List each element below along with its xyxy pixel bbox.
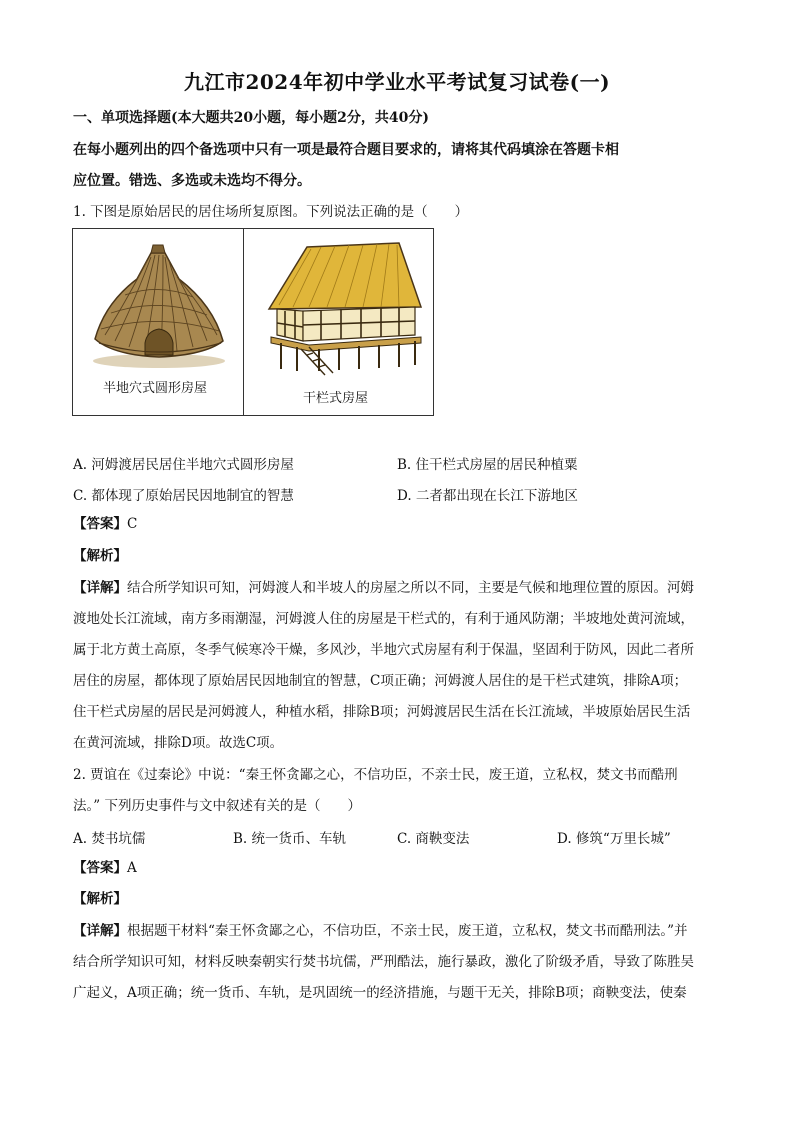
q2-analysis [73, 889, 723, 909]
q1-figure [72, 228, 434, 416]
q1-answer-value: C [127, 516, 138, 532]
stilt-house-illustration [249, 237, 427, 377]
q1-answer [73, 514, 723, 534]
instruction-line-2: 应位置。错选、多选或未选均不得分。 [73, 173, 311, 189]
section-heading: 一、单项选择题(本大题共20小题，每小题2分，共40分) [73, 110, 429, 126]
q2-option-d: D. 修筑“万里长城” [557, 831, 671, 847]
q1-stem: 1. 下图是原始居民的居住场所复原图。下列说法正确的是（ ） [73, 204, 469, 220]
q2-answer-value: A [127, 860, 137, 876]
q2-stem-line-2: 法。” 下列历史事件与文中叙述有关的是（ ） [73, 798, 361, 814]
q2-detail-line-3: 广起义，A项正确；统一货币、车轨，是巩固统一的经济措施，与题干无关，排除B项；商鞅变法，使秦 [73, 985, 687, 1001]
q2-detail-line-2: 结合所学知识可知，材料反映秦朝实行焚书坑儒，严刑酷法，施行暴政，激化了阶级矛盾，导致了陈胜吴 [73, 954, 694, 970]
q1-detail-line-3: 属于北方黄土高原，冬季气候寒冷干燥，多风沙，半地穴式房屋有利于保温，坚固利于防风，因此二者所 [73, 642, 694, 658]
q1-analysis [73, 546, 723, 566]
q2-answer [73, 858, 723, 878]
q2-option-c: C. 商鞅变法 [397, 831, 470, 847]
caption-stilt-house: 干栏式房屋 [303, 391, 369, 406]
caption-round-hut: 半地穴式圆形房屋 [103, 381, 208, 396]
q2-option-a: A. 焚书坑儒 [73, 831, 146, 847]
figure-divider [243, 229, 244, 415]
q2-detail-text-1: 根据题干材料“秦王怀贪鄙之心，不信功臣，不亲士民，废王道，立私权，焚文书而酷刑法。”并 [127, 923, 688, 939]
q1-option-b: B. 住干栏式房屋的居民种植粟 [397, 457, 578, 473]
q1-option-d: D. 二者都出现在长江下游地区 [397, 488, 578, 504]
q2-analysis-label: 【解析】 [73, 891, 127, 907]
q1-detail-line-6: 在黄河流域，排除D项。故选C项。 [73, 735, 284, 751]
q1-detail-line-4: 居住的房屋，都体现了原始居民因地制宜的智慧，C项正确；河姆渡人居住的是干栏式建筑，排除A项； [73, 673, 688, 689]
q1-detail-line-5: 住干栏式房屋的居民是河姆渡人，种植水稻，排除B项；河姆渡居民生活在长江流域，半坡原始居民生活 [73, 704, 691, 720]
q1-option-a: A. 河姆渡居民居住半地穴式圆形房屋 [73, 457, 294, 473]
exam-title: 九江市2024年初中学业水平考试复习试卷(一) [183, 70, 611, 94]
q2-option-b: B. 统一货币、车轨 [233, 831, 347, 847]
round-hut-illustration [85, 243, 233, 373]
q2-answer-label: 【答案】 [73, 860, 127, 876]
instruction-line-1: 在每小题列出的四个备选项中只有一项是最符合题目要求的，请将其代码填涂在答题卡相 [73, 142, 619, 158]
q1-detail-line-2: 渡地处长江流域，南方多雨潮湿，河姆渡人住的房屋是干栏式的，有利于通风防潮；半坡地处黄河流域， [73, 611, 694, 627]
q1-detail-text-1: 结合所学知识可知，河姆渡人和半坡人的房屋之所以不同，主要是气候和地理位置的原因。河姆 [127, 580, 694, 596]
q1-analysis-label: 【解析】 [73, 548, 127, 564]
q1-option-c: C. 都体现了原始居民因地制宜的智慧 [73, 488, 294, 504]
q1-detail-label: 【详解】 [73, 580, 127, 596]
q2-detail-label: 【详解】 [73, 923, 127, 939]
q1-answer-label: 【答案】 [73, 516, 127, 532]
q2-detail-line-1 [73, 921, 723, 941]
q1-detail-line-1 [73, 578, 723, 598]
q2-stem-line-1: 2. 贾谊在《过秦论》中说：“秦王怀贪鄙之心，不信功臣，不亲士民，废王道，立私权，焚文书而酷刑 [73, 767, 678, 783]
